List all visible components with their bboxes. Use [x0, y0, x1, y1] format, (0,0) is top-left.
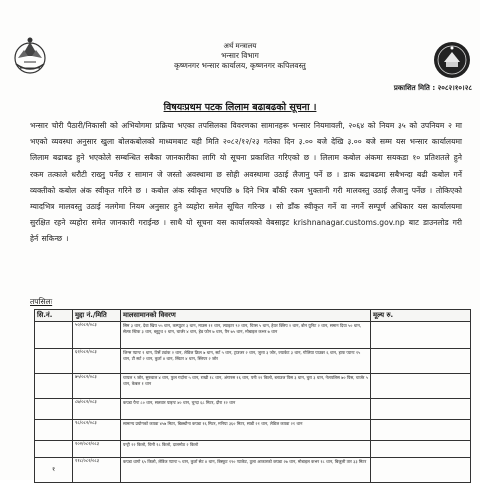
cell-price [371, 458, 471, 483]
details-label: तपसिलः [30, 297, 53, 306]
cell-serial [35, 374, 73, 399]
table-row [35, 374, 471, 399]
office-name: कृष्णनगर भन्सार कार्यालय, कृष्णनगर कपिलवस्तु [174, 61, 306, 70]
cell-price [371, 441, 471, 458]
cell-price [371, 374, 471, 399]
col-header-serial: सि.नं. [35, 310, 73, 322]
published-date: प्रकाशित मिति : २०८२।१०।२८ [393, 84, 472, 92]
table-row [35, 441, 471, 458]
cell-serial: १ [35, 458, 73, 483]
cell-serial [35, 441, 73, 458]
cell-price [371, 322, 471, 349]
table-row [35, 458, 471, 483]
cell-goods: कपडा धागो ६५ किलो, लेडिज प्यान्ट ५ थान, कुर्ता सेट ४ थान, बिस्कुट १९० प्याकेट, ठूला आकारको कपडा २७ थान, मोबाइल कभर १८ थान, बिजुली तार ३३ मिटर [121, 458, 371, 483]
col-header-case: मुद्दा नं./मिति [73, 310, 121, 322]
table-row [35, 399, 471, 420]
col-header-goods: मालसामानको विवरण [121, 310, 371, 322]
notice-body: भन्सार चोरी पैठारी/निकासी को अभियोगमा प्रक्रिया भएका तपसिलका विवरणका सामानहरू भन्सार नियमावली, २०६४ को नियम ३५ को उपनियम २ मा भएको व्यवस्था अनुसार खुला बोलकबोलको माध्यमबाट यही मिति २०८२/१२/२३ गतेका दिन ३.०० बजे देखि ३.०० बजे सम्म यस भन्सार कार्यालयमा लिलाम बढाबढ हुने भएकोले सम्बन्धित सबैका जानकारीका लागि यो सूचना प्रकाशित गरिएको छ । लिलाम कबोल अंकमा सयकडा १० प्रतिशतले हुने रकम तत्काले धरौटी राख्नु पर्नेछ र सामान जे जस्तो अवस्थामा छ सोही अवस्थामा उठाई लैजानु पर्ने छ । डाक बढाबढमा सबैभन्दा बढी कबोल गर्ने व्यक्तीको कबोल अंक स्वीकृत गरिने छ । कबोल अंक स्वीकृत भएपछि ७ दिने भित्र बाँकी रकम भुक्तानी गरी मालवस्तु उठाई लैजानु पर्नेछ । तोकिएको म्यादभित्र मालवस्तु उठाई नलगेमा नियम अनुसार हुने व्यहोरा समेत सूचित गरिन्छ । सो डाँक स्वीकृत गर्ने वा नगर्ने सम्पूर्ण अधिकार यस कार्यालयमा सुरक्षित रहने व्यहोरा समेत जानकारी गराईन्छ । साथै यो सूचना यस कार्यालयको वेबसाइट krishnanagar.customs.gov.np बाट डाउनलोड गरी हेर्न सकिन्छ । [30, 121, 462, 244]
col-header-price: मूल्य रु. [371, 310, 471, 322]
cell-serial [35, 349, 73, 374]
cell-goods: चप्पल ९ जोर, सुरुवाल ४ थान, फुल गर्दाना ५ थान, राखी १८ थान, अंगारस १६ थान, पनी २२ किलो, ब्लाउज पिस ३ थान, चुरा ३ थान, नेलपलिस ७० पिस, चार्जर ५ थान, केबल १ थान [121, 374, 371, 399]
cell-serial [35, 322, 73, 349]
goods-table [34, 309, 471, 483]
cell-goods: कपडा पैन्ट ८० थान, सलवार पाइन्ट ४० थान, चुन्दा ६८ मिटर, दौरा १२ थान [121, 399, 371, 420]
department-name: भन्सार विभाग [221, 51, 259, 60]
cell-case: ८७/०८२/०८३ [73, 399, 121, 420]
cell-goods: जिन्स प्यान्ट १ थान, टिर्से ट्यांक २ थान, लेडिज फ्रिल ७ थान, सर्ट ५ थान, ट्राउजर २ थान, जुत्ता ३ जोर, ज्याकेट ३ थान, गोलिया पाउडर ६ थान, हाफ प्यान्ट १५ थान, टी सर्ट २ थान, कुर्ता ४ थान, स्विटर ४ थान, स्लिपर २ जोर [121, 349, 371, 374]
cell-price [371, 420, 471, 441]
table-row [35, 349, 471, 374]
ministry-name: अर्थ मन्त्रालय [223, 42, 257, 50]
cell-serial [35, 420, 73, 441]
table-header-row [35, 310, 471, 322]
table-row [35, 420, 471, 441]
cell-case: ९८/०८२/०८३ [73, 420, 121, 441]
notice-subject: विषयःप्रथम पटक लिलाम बढाबढको सूचना । [163, 102, 317, 113]
cell-price [371, 399, 471, 420]
cell-goods: सामान्य प्रयोगको कपडा ४५७ मिटर, बिछ्यौना कपडा १६ मिटर, मनिया ३६० मिटर, साडी २१ थान, लेडिज कपडा २१ थान [121, 420, 371, 441]
cell-goods: सिम ३ थान, देवा खिप ५५ थान, कम्प्युटर ३ थान, माउस ११ थान, ल्याइटर ९२ थान, चिप्स ५ थान, हेयर क्लिप २ थान, बोन युनिट २ थान, समान दिया ५० थान, सेल्फ स्टिक ३ थान, ब्लुटुथ २ थान, चार्जर ४ थान, हेड फोन ७ थान, पैन ७५ थान, मोबाइल कभर ७ थान [121, 322, 371, 349]
cell-serial [35, 399, 73, 420]
cell-case: ११८/०८२/०८३ [73, 458, 121, 483]
cell-case: ५०/०८२/०८३ [73, 322, 121, 349]
cell-case: १०२/०८२/०८३ [73, 441, 121, 458]
cell-goods: पन्ट्री २२ किलो, चिनी १८ किलो, दालमोठ २ किलो [121, 441, 371, 458]
cell-case: ७५/०८२/०८३ [73, 374, 121, 399]
cell-price [371, 349, 471, 374]
cell-case: ६२/०८२/०८३ [73, 349, 121, 374]
table-row [35, 322, 471, 349]
